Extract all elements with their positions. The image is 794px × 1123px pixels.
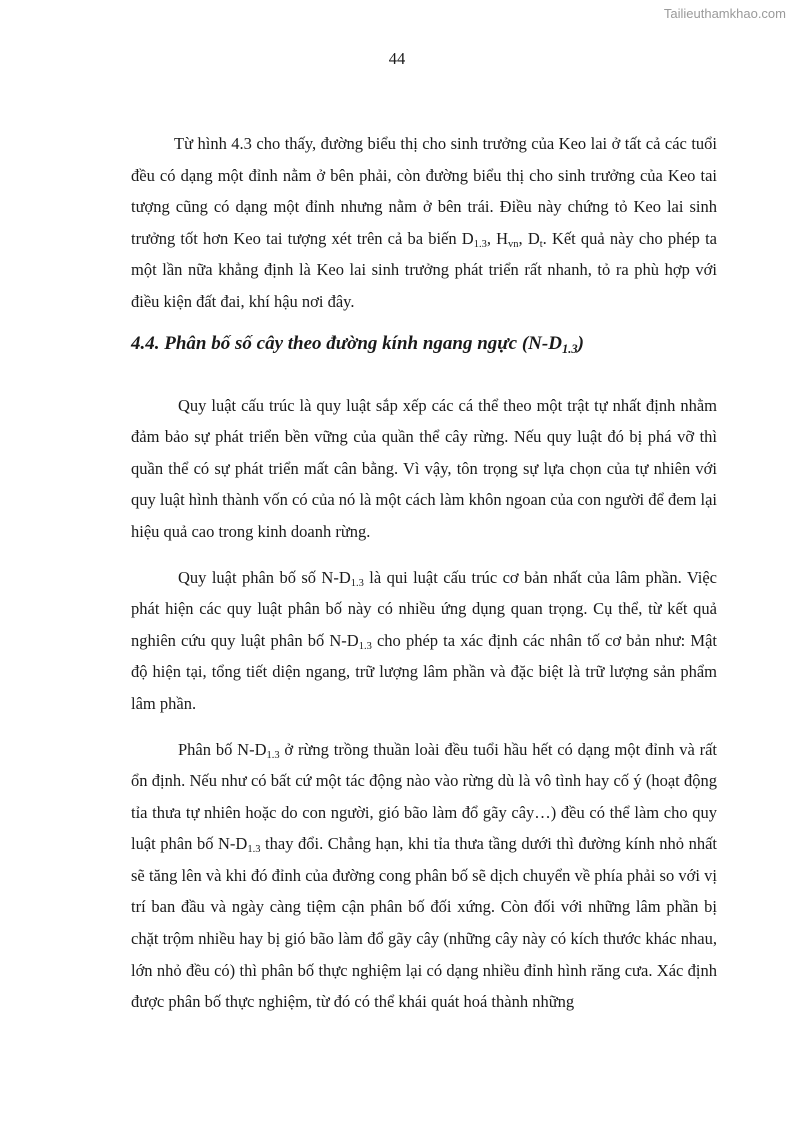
subscript-d13: 1.3	[247, 844, 261, 856]
paragraph-3-text-b: là qui luật cấu trúc cơ bản nhất của lâm phần. Việc phát hiện các quy luật phân bố này có nhiều ứng dụng quan trọng. Cụ thể, từ kết quả nghiên cứu quy luật phân bố N-D	[131, 567, 718, 650]
paragraph-3-text-c: cho phép ta xác định các nhân tố cơ bản như: Mật độ hiện tại, tổng tiết diện ngang, trữ lượng lâm phần và đặc biệt là trữ lượng sản phẩm lâm phần.	[131, 630, 717, 713]
paragraph-1	[131, 128, 717, 318]
subscript-d13: 1.3	[358, 640, 372, 652]
subscript-d13: 1.3	[350, 577, 364, 589]
section-heading-close: )	[577, 332, 584, 354]
paragraph-3	[131, 562, 717, 720]
paragraph-4-text-a: Phân bố N-D	[178, 739, 267, 759]
subscript-d13: 1.3	[473, 238, 487, 250]
subscript-t: t	[539, 238, 543, 250]
page-number: 44	[388, 49, 406, 68]
paragraph-1-text-c: , D	[518, 228, 540, 248]
paragraph-1-text-d: . Kết quả này cho phép ta một lần nữa khẳng định là Keo lai sinh trưởng phát triển rất nhanh, tỏ ra phù hợp với điều kiện đất đai, khí hậu nơi đây.	[131, 228, 717, 311]
section-heading-subscript: 1.3	[561, 341, 578, 356]
watermark: Tailieuthamkhao.com	[663, 6, 786, 21]
section-heading	[131, 326, 717, 362]
document-body	[131, 128, 717, 1018]
paragraph-1-text-b: , H	[486, 228, 509, 248]
paragraph-4-text-c: thay đổi. Chẳng hạn, khi tỉa thưa tầng dưới thì đường kính nhỏ nhất sẽ tăng lên và khi đó đỉnh của đường cong phân bố sẽ dịch chuyển về phía phải so với vị trí ban đầu và ngày càng tiệm cận phân bố đối xứng. Còn đối với những lâm phần bị chặt trộm nhiều hay bị gió bão làm đổ gãy cây (những cây này có kích thước khác nhau, lớn nhỏ đều có) thì phân bố thực nghiệm lại có dạng nhiều đỉnh hình răng cưa. Xác định được phân bố thực nghiệm, từ đó có thể khái quát hoá thành những	[131, 834, 717, 1012]
paragraph-3-text-a: Quy luật phân bố số N-D	[178, 567, 351, 587]
paragraph-4-text-b: ở rừng trồng thuần loài đều tuổi hầu hết có dạng một đỉnh và rất ổn định. Nếu như có bất cứ một tác động nào vào rừng dù là vô tình hay cố ý (hoạt động tỉa thưa tự nhiên hoặc do con người, gió bão làm đổ gãy cây…) đều có thể làm cho quy luật phân bố N-D	[131, 739, 717, 854]
subscript-d13: 1.3	[266, 749, 280, 761]
paragraph-1-text-a: Từ hình 4.3 cho thấy, đường biểu thị cho sinh trưởng của Keo lai ở tất cả các tuổi đều có dạng một đỉnh nằm ở bên phải, còn đường biểu thị cho sinh trưởng của Keo tai tượng cũng có dạng một đỉnh nhưng nằm ở bên trái. Điều này chứng tỏ Keo lai sinh trưởng tốt hơn Keo tai tượng xét trên cả ba biến D	[131, 134, 717, 248]
section-heading-text: 4.4. Phân bố số cây theo đường kính ngang ngực (N-D	[131, 332, 562, 354]
subscript-vn: vn	[508, 238, 519, 250]
paragraph-4	[131, 734, 717, 1018]
paragraph-2: Quy luật cấu trúc là quy luật sắp xếp các cá thể theo một trật tự nhất định nhằm đảm bảo sự phát triển bền vững của quần thể cây rừng. Nếu quy luật đó bị phá vỡ thì quần thể có sự phát triển mất cân bằng. Vì vậy, tôn trọng sự lựa chọn của tự nhiên với quy luật hình thành vốn có của nó là một cách làm khôn ngoan của con người để đem lại hiệu quả cao trong kinh doanh rừng.	[131, 395, 717, 541]
